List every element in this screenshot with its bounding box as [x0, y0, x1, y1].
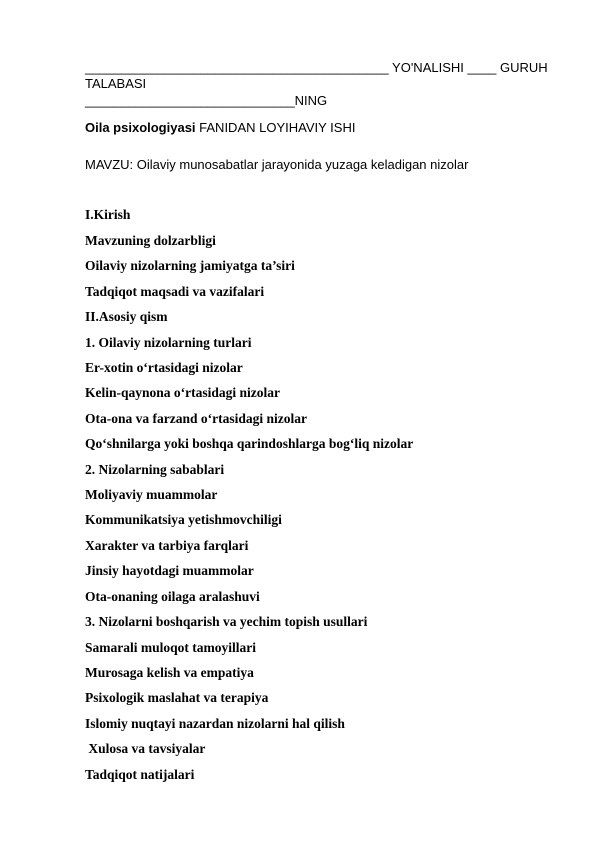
header-line-1: __________________________________________ YO'NALISHI ____ GURUH	[85, 60, 548, 75]
outline-item: Kommunikatsiya yetishmovchiligi	[85, 512, 282, 527]
outline-item: Kelin-qaynona o‘rtasidagi nizolar	[85, 385, 281, 400]
outline-item: Ota-onaning oilaga aralashuvi	[85, 589, 260, 604]
outline-item: 1. Oilaviy nizolarning turlari	[85, 335, 252, 350]
header-line-3: _____________________________NING	[85, 93, 328, 108]
outline-item: Islomiy nuqtayi nazardan nizolarni hal qilish	[85, 716, 345, 731]
outline-item: II.Asosiy qism	[85, 309, 168, 324]
outline-item: Psixologik maslahat va terapiya	[85, 690, 269, 705]
outline-item: Tadqiqot maqsadi va vazifalari	[85, 284, 265, 299]
outline-item: Murosaga kelish va empatiya	[85, 665, 254, 680]
outline-item: Mavzuning dolzarbligi	[85, 233, 216, 248]
outline-item: Xulosa va tavsiyalar	[85, 741, 206, 756]
outline-item: Jinsiy hayotdagi muammolar	[85, 563, 254, 578]
outline-item: Moliyaviy muammolar	[85, 487, 218, 502]
header-line-2: TALABASI	[85, 76, 147, 91]
outline-item: Samarali muloqot tamoyillari	[85, 640, 256, 655]
outline-item: Qo‘shnilarga yoki boshqa qarindoshlarga bog‘liq nizolar	[85, 436, 414, 451]
subject-name: Oila psixologiyasi	[85, 120, 196, 135]
outline-item: 3. Nizolarni boshqarish va yechim topish usullari	[85, 614, 368, 629]
outline-item: I.Kirish	[85, 207, 131, 222]
outline-item: Xarakter va tarbiya farqlari	[85, 538, 249, 553]
outline-item: Er-xotin o‘rtasidagi nizolar	[85, 360, 243, 375]
subject-line	[85, 120, 355, 136]
outline-item: 2. Nizolarning sabablari	[85, 462, 225, 477]
subject-suffix: FANIDAN LOYIHAVIY ISHI	[195, 120, 356, 135]
topic-line: MAVZU: Oilaviy munosabatlar jarayonida yuzaga keladigan nizolar	[85, 157, 469, 172]
outline-item: Oilaviy nizolarning jamiyatga ta’siri	[85, 258, 295, 273]
outline-item: Tadqiqot natijalari	[85, 767, 195, 782]
outline-item: Ota-ona va farzand o‘rtasidagi nizolar	[85, 411, 307, 426]
